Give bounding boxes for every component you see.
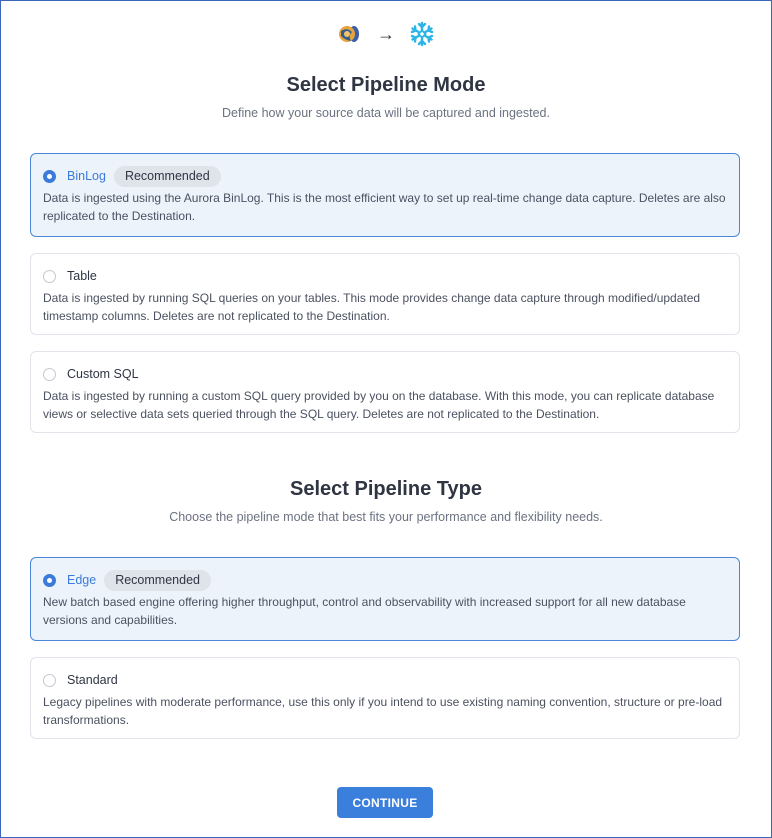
option-description: Legacy pipelines with moderate performance, use this only if you intend to use existing naming convention, structure or pre-load transformations.	[43, 695, 723, 727]
mode-option-binlog[interactable]	[30, 153, 740, 237]
type-option-edge[interactable]	[30, 557, 740, 641]
radio-edge[interactable]	[43, 574, 56, 587]
option-label: Edge	[67, 573, 97, 587]
snowflake-icon	[409, 21, 435, 47]
option-label: Custom SQL	[67, 367, 139, 381]
mode-option-table[interactable]	[30, 253, 740, 335]
radio-table[interactable]	[43, 270, 56, 283]
pipeline-mode-subtitle: Define how your source data will be captured and ingested.	[222, 106, 550, 120]
arrow-right-icon: →	[377, 24, 395, 44]
option-label: Table	[67, 269, 97, 283]
option-label: BinLog	[67, 169, 106, 183]
connection-header	[0, 20, 772, 48]
recommended-badge: Recommended	[114, 166, 221, 187]
radio-custom-sql[interactable]	[43, 368, 56, 381]
mode-option-custom-sql[interactable]	[30, 351, 740, 433]
pipeline-mode-title: Select Pipeline Mode	[286, 74, 486, 96]
option-description: Data is ingested by running SQL queries on your tables. This mode provides change data capture through modified/updated timestamp columns. Deletes are not replicated to the Destination.	[43, 291, 701, 323]
option-description: New batch based engine offering higher throughput, control and observability with increased support for all new database versions and capabilities.	[43, 595, 686, 627]
radio-binlog[interactable]	[43, 170, 56, 183]
recommended-badge: Recommended	[104, 570, 211, 591]
continue-button[interactable]: CONTINUE	[337, 787, 433, 818]
type-option-standard[interactable]	[30, 657, 740, 739]
option-label: Standard	[67, 673, 118, 687]
option-description: Data is ingested by running a custom SQL query provided by you on the database. With this mode, you can replicate database views or selective data sets queried through the SQL query. Deletes are not replicated to the Destination.	[43, 389, 715, 421]
radio-standard[interactable]	[43, 674, 56, 687]
pipeline-type-title: Select Pipeline Type	[290, 478, 482, 500]
option-description: Data is ingested using the Aurora BinLog. This is the most efficient way to set up real-time change data capture. Deletes are also replicated to the Destination.	[43, 191, 726, 223]
pipeline-type-subtitle: Choose the pipeline mode that best fits your performance and flexibility needs.	[169, 510, 603, 524]
aurora-mysql-icon	[337, 24, 363, 44]
